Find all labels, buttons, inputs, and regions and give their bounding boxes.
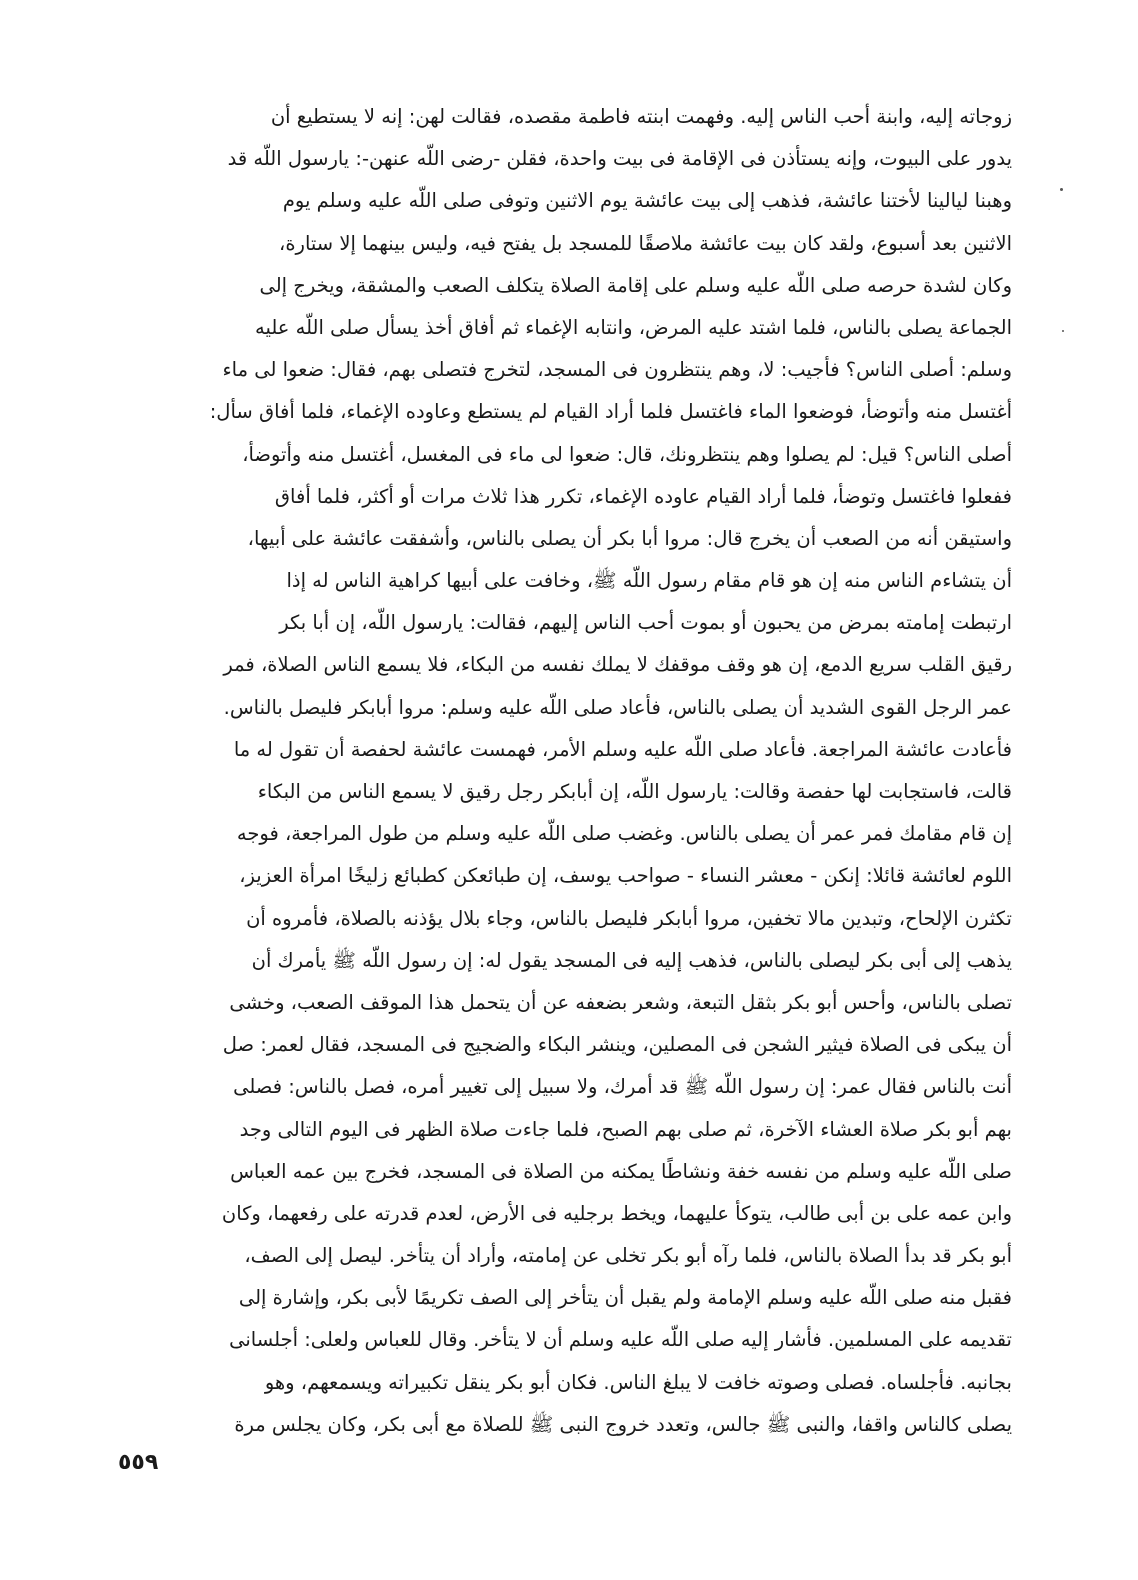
text-line: فقبل منه صلى اللّه عليه وسلم الإمامة ولم يقبل أن يتأخر إلى الصف تكريمًا لأبى بكر، وإشارة إلى: [238, 1286, 1012, 1310]
text-line: قالت، فاستجابت لها حفصة وقالت: يارسول اللّه، إن أبابكر رجل رقيق لا يسمع الناس من البكاء: [257, 780, 1012, 803]
text-line: يصلى كالناس واقفا، والنبى ﷺ جالس، وتعدد خروج النبى ﷺ للصلاة مع أبى بكر، وكان يجلس مرة: [234, 1412, 1012, 1436]
text-line: أن يتشاءم الناس منه إن هو قام مقام رسول اللّه ﷺ، وخافت على أبيها كراهية الناس له إذا: [286, 569, 1012, 593]
scan-speck: [1060, 188, 1063, 191]
text-line: رقيق القلب سريع الدمع، إن هو وقف موقفك لا يملك نفسه من البكاء، فلا يسمع الناس الصلاة، فمر: [223, 653, 1012, 677]
text-line: صلى اللّه عليه وسلم من نفسه خفة ونشاطًا يمكنه من الصلاة فى المسجد، فخرج بين عمه العباس: [230, 1159, 1012, 1183]
text-line: بهم أبو بكر صلاة العشاء الآخرة، ثم صلى بهم الصبح، فلما جاءت صلاة الظهر فى اليوم التالى وجد: [239, 1117, 1012, 1141]
text-line: تكثرن الإلحاح، وتبدين مالا تخفين، مروا أبابكر فليصل بالناس، وجاء بلال يؤذنه بالصلاة، فأمروه أن: [246, 906, 1012, 930]
text-line: وهبنا ليالينا لأختنا عائشة، فذهب إلى بيت عائشة يوم الاثنين وتوفى صلى اللّه عليه وسلم يوم: [282, 189, 1012, 213]
text-line: الاثنين بعد أسبوع، ولقد كان بيت عائشة ملاصقًا للمسجد بل يفتح فيه، وليس بينهما إلا ستارة،: [279, 231, 1012, 255]
text-line: ففعلوا فاغتسل وتوضأ، فلما أراد القيام عاوده الإغماء، تكرر هذا ثلاث مرات أو أكثر، فلما أفاق: [274, 484, 1012, 508]
text-line: اللوم لعائشة قائلا: إنكن - معشر النساء - صواحب يوسف، إن طبائعكن كطبائع زليخًا امرأة العزيز،: [239, 864, 1012, 888]
text-line: تقديمه على المسلمين. فأشار إليه صلى اللّه عليه وسلم أن لا يتأخر. وقال للعباس ولعلى: أجلسانى: [229, 1328, 1012, 1352]
text-line: ارتبطت إمامته بمرض من يحبون أو بموت أحب الناس إليهم، فقالت: يارسول اللّه، إن أبا بكر: [279, 611, 1012, 635]
text-line: بجانبه. فأجلساه. فصلى وصوته خافت لا يبلغ الناس. فكان أبو بكر ينقل تكبيراته ويسمعهم، وهو: [264, 1370, 1012, 1394]
text-line: أبو بكر قد بدأ الصلاة بالناس، فلما رآه أبو بكر تخلى عن إمامته، وأراد أن يتأخر. ليصل إلى الصف،: [244, 1244, 1012, 1268]
text-line: أغتسل منه وأتوضأ، فوضعوا الماء فاغتسل فلما أراد القيام لم يستطع وعاوده الإغماء، فلما أفاق سأل:: [209, 400, 1012, 424]
text-line: أصلى الناس؟ قيل: لم يصلوا وهم ينتظرونك، قال: ضعوا لى ماء فى المغسل، أغتسل منه وأتوضأ،: [242, 442, 1012, 466]
page-number: ٥٥٩: [118, 1450, 159, 1475]
text-line: تصلى بالناس، وأحس أبو بكر بثقل التبعة، وشعر بضعفه عن أن يتحمل هذا الموقف الصعب، وخشى: [229, 990, 1012, 1014]
text-line: فأعادت عائشة المراجعة. فأعاد صلى اللّه عليه وسلم الأمر، فهمست عائشة لحفصة أن تقول له ما: [233, 737, 1012, 761]
text-line: أن يبكى فى الصلاة فيثير الشجن فى المصلين، وينشر البكاء والضجيج فى المسجد، فقال لعمر: صل: [222, 1033, 1012, 1057]
text-line: واستيقن أنه من الصعب أن يخرج قال: مروا أبا بكر أن يصلى بالناس، وأشفقت عائشة على أبيها،: [247, 526, 1012, 550]
text-line: أنت بالناس فقال عمر: إن رسول اللّه ﷺ قد أمرك، ولا سبيل إلى تغيير أمره، فصل بالناس: فصلى: [233, 1075, 1012, 1099]
text-line: الجماعة يصلى بالناس، فلما اشتد عليه المرض، وانتابه الإغماء ثم أفاق أخذ يسأل صلى اللّه عليه: [255, 315, 1012, 339]
text-line: زوجاته إليه، وابنة أحب الناس إليه. وفهمت ابنته فاطمة مقصده، فقالت لهن: إنه لا يستطيع أن: [270, 105, 1012, 128]
text-line: وكان لشدة حرصه صلى اللّه عليه وسلم على إقامة الصلاة يتكلف الصعب والمشقة، ويخرج إلى: [259, 273, 1012, 297]
text-line: إن قام مقامك فمر عمر أن يصلى بالناس. وغضب صلى اللّه عليه وسلم من طول المراجعة، فوجه: [236, 822, 1012, 846]
text-line: عمر الرجل القوى الشديد أن يصلى بالناس، فأعاد صلى اللّه عليه وسلم: مروا أبابكر فليصل بالناس.: [223, 695, 1012, 719]
text-line: وابن عمه على بن أبى طالب، يتوكأ عليهما، ويخط برجليه فى الأرض، لعدم قدرته على رفعهما، وكان: [221, 1201, 1012, 1225]
text-line: يدور على البيوت، وإنه يستأذن فى الإقامة فى بيت واحدة، فقلن -رضى اللّه عنهن-: يارسول اللّه قد: [227, 147, 1012, 171]
scan-speck: [1062, 330, 1064, 332]
body-text: [108, 96, 1012, 1446]
text-line: يذهب إلى أبى بكر ليصلى بالناس، فذهب إليه فى المسجد يقول له: إن رسول اللّه ﷺ يأمرك أن: [251, 948, 1012, 972]
text-line: وسلم: أصلى الناس؟ فأجيب: لا، وهم ينتظرون فى المسجد، لتخرج فتصلى بهم، فقال: ضعوا لى ماء: [222, 358, 1012, 382]
